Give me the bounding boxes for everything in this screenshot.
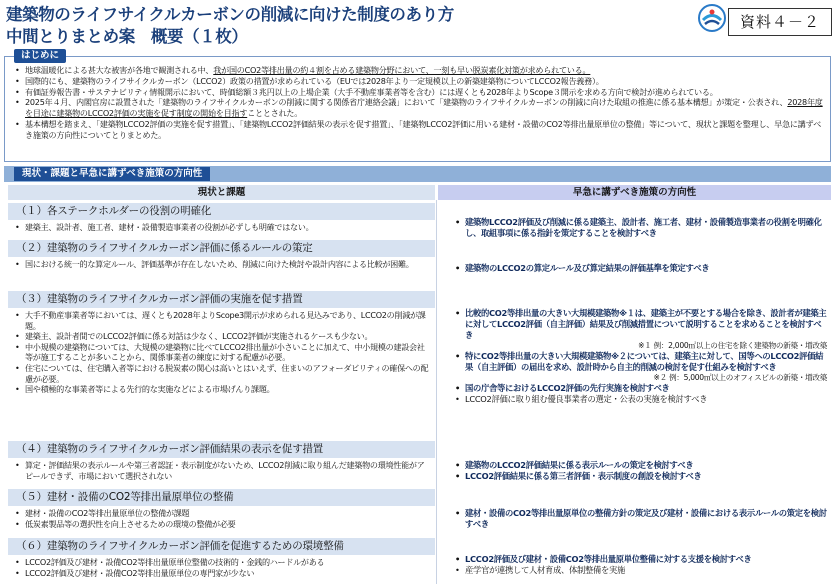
issue-item: • LCCO2評価及び建材・設備CO2等排出量原単位の専門家が少ない [14, 568, 431, 579]
policy-item: • 建築物のLCCO2評価結果に係る表示ルールの策定を検討すべき [454, 460, 829, 471]
issue-item: • 国における統一的な算定ルール、評価基準が存在しないため、削減に向けた検討や設計内容による比較が困難。 [14, 259, 431, 270]
page-title: 建築物のライフサイクルカーボンの削減に向けた制度のあり方 [6, 5, 454, 24]
policy-item: • 建築物LCCO2評価及び削減に係る建築主、設計者、施工者、建材・設備製造事業者の役割を明確化し、取組事項に係る指針を策定することを検討すべき [454, 217, 829, 239]
policy-item: • 建築物のLCCO2の算定ルール及び算定結果の評価基準を策定すべき [454, 263, 829, 274]
footnote: ※２ 例：5,000㎡以上のオフィスビルの新築・増改築 [653, 373, 827, 382]
intro-item: • 基本構想を踏まえ、「建築物LCCO2評価の実施を促す措置」、「建築物LCCO2評価結果の表示を促す措置」、「建築物LCCO2評価に用いる建材・設備のCO2等排出量原単位の整備」等について、現状と課題を整理し、早急に講ずべき施策の方向性についてとりまとめた。 [15, 119, 824, 141]
column-header-current-issues: 現状と課題 [8, 185, 435, 200]
column-divider [436, 200, 437, 584]
issue-item: • LCCO2評価及び建材・設備CO2等排出量原単位整備の技術的・金銭的ハードルがある [14, 557, 431, 568]
issue-item: • 算定・評価結果の表示ルールや第三者認証・表示制度がないため、LCCO2削減に取り組んだ建築物の環境性能がアピールできず、市場において選択されない [14, 460, 431, 481]
issue-item: • 中小規模の建築物については、大規模の建築物に比べてLCCO2排出量が小さいことに加えて、中小規模の建設会社等が施工することが多いことから、関係事業者の練度に対する配慮が必要。 [14, 342, 431, 363]
issue-item: • 低炭素製品等の選択性を向上させるための環境の整備が必要 [14, 519, 431, 530]
intro-item: • 国際的にも、建築物のライフサイクルカーボン（LCCO2）政策の措置が求められている（EUでは2028年より一定規模以上の新築建築物についてLCCO2報告義務）。 [15, 76, 824, 87]
policy-item: • 建材・設備のCO2等排出量原単位の整備方針の策定及び建材・設備における表示ルールの策定を検討すべき [454, 508, 829, 530]
issue-item: • 建築主、設計者、施工者、建材・設備製造事業者の役割が必ずしも明確ではない。 [14, 222, 431, 233]
row-heading: （６）建築物のライフサイクルカーボン評価を促進するための環境整備 [8, 538, 435, 555]
row-heading: （４）建築物のライフサイクルカーボン評価結果の表示を促す措置 [8, 441, 435, 458]
issue-item: • 国や積極的な事業者等による先行的な実施などによる市場げんり課題。 [14, 384, 431, 395]
row-heading: （５）建材・設備のCO2等排出量原単位の整備 [8, 489, 435, 506]
section-tab: 現状・課題と早急に講ずべき施策の方向性 [14, 167, 210, 181]
intro-item: • 有価証券報告書・サステナビリティ情報開示において、時価総額３兆円以上の上場企業（大手不動産事業者等を含む）には遅くとも2028年よりScope３開示を求める方向で検討が進められている。 [15, 87, 824, 98]
issue-item: • 大手不動産事業者等においては、遅くとも2028年よりScope3開示が求められる見込みであり、LCCO2の削減が課題。 [14, 310, 431, 331]
intro-box [4, 56, 831, 162]
row-heading: （２）建築物のライフサイクルカーボン評価に係るルールの策定 [8, 240, 435, 257]
mlit-logo-icon [697, 3, 727, 33]
document-number-label: 資料４－２ [728, 8, 832, 36]
policy-item: • LCCO2評価及び建材・設備CO2等排出量原単位整備に対する支援を検討すべき [454, 554, 829, 565]
issue-item: • 建築主、設計者間でのLCCO2評価に係る対話は少なく、LCCO2評価が実施されるケースも少ない。 [14, 331, 431, 342]
row-heading: （１）各ステークホルダーの役割の明確化 [8, 203, 435, 220]
policy-item: • LCCO2評価に取り組む優良事業者の選定・公表の実施を検討すべき [454, 394, 829, 405]
intro-list [5, 57, 830, 141]
row-heading: （３）建築物のライフサイクルカーボン評価の実施を促す措置 [8, 291, 435, 308]
column-header-policy-direction: 早急に講ずべき施策の方向性 [438, 185, 831, 200]
title-block [6, 4, 706, 48]
policy-item: • LCCO2評価結果に係る第三者評価・表示制度の創設を検討すべき [454, 471, 829, 482]
issue-item: • 建材・設備のCO2等排出量原単位の整備が課題 [14, 508, 431, 519]
policy-item: • 比較的CO2等排出量の大きい大規模建築物※１は、建築主が不要とする場合を除き、設計者が建築主に対してLCCO2評価（自主評価）結果及び削減措置について説明することを求めることを検討すべき [454, 308, 829, 341]
intro-item: • 2025年４月、内閣官房に設置された「建築物のライフサイクルカーボンの削減に関する関係省庁連絡会議」において「建築物のライフサイクルカーボンの削減に向けた取組の推進に係る基本構想」が策定・公表され、2028年度を目途に建築物のLCCO2評価の実施を促す制度の開始を目指すこととされた。 [15, 97, 824, 119]
issue-item: • 住宅については、住宅購入者等における脱炭素の関心は高いとはいえず、住まいのアフォーダビリティの確保への配慮が必要。 [14, 363, 431, 384]
intro-tab: はじめに [14, 49, 66, 63]
page-subtitle: 中間とりまとめ案 概要（１枚） [6, 27, 248, 46]
footnote: ※１ 例：2,000㎡以上の住宅を除く建築物の新築・増改築 [638, 341, 827, 350]
intro-item: • 地球温暖化による甚大な被害が各地で観測される中、我が国のCO2等排出量の約４割を占める建築物分野において、一刻も早い脱炭素化対策が求められている。 [15, 65, 824, 76]
policy-item: • 国の庁舎等におけるLCCO2評価の先行実施を検討すべき [454, 383, 829, 394]
policy-item: • 特にCO2等排出量の大きい大規模建築物※２については、建築主に対して、国等へのLCCO2評価結果（自主評価）の届出を求め、設計時から自主的削減の検討を促す仕組みを検討すべき [454, 351, 829, 373]
policy-item: • 産学官が連携して人材育成、体制整備を実施 [454, 565, 829, 576]
